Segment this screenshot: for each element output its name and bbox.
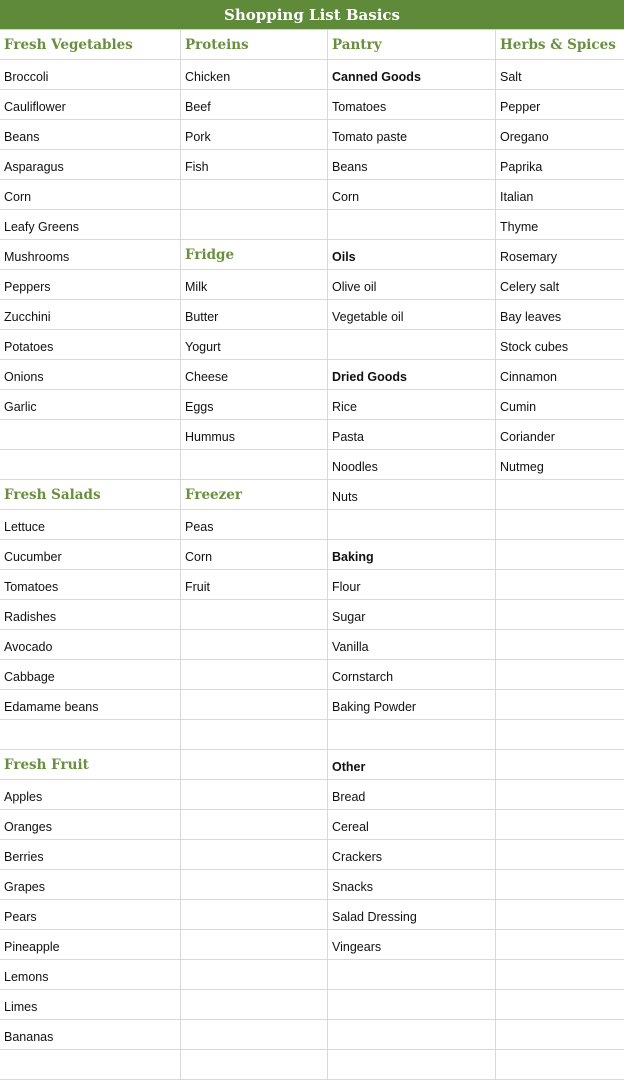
list-item[interactable]: Salt: [500, 70, 522, 84]
list-item[interactable]: [181, 780, 328, 809]
table-row: [0, 360, 624, 390]
list-item[interactable]: Cauliflower: [0, 90, 181, 119]
list-item[interactable]: Thyme: [500, 220, 539, 234]
list-item[interactable]: Vegetable oil: [328, 300, 496, 329]
list-item[interactable]: [181, 210, 328, 239]
list-item[interactable]: Cheese: [181, 360, 328, 389]
list-item[interactable]: Leafy Greens: [0, 210, 181, 239]
list-item[interactable]: [181, 690, 328, 719]
table-row: [0, 300, 624, 330]
list-item[interactable]: Zucchini: [0, 300, 181, 329]
list-item[interactable]: [496, 1050, 624, 1079]
table-row: [0, 840, 624, 870]
list-item[interactable]: Grapes: [0, 870, 181, 899]
list-item[interactable]: Pineapple: [0, 930, 181, 959]
list-item[interactable]: Cereal: [328, 810, 496, 839]
list-item[interactable]: [181, 660, 328, 689]
list-item[interactable]: Yogurt: [181, 330, 328, 359]
list-item[interactable]: Corn: [0, 180, 181, 209]
list-item[interactable]: [496, 540, 624, 569]
table-row: [0, 1050, 624, 1080]
table-row: [0, 930, 624, 960]
table-row: [0, 180, 624, 210]
list-item[interactable]: Butter: [181, 300, 328, 329]
category-header[interactable]: Pantry: [328, 30, 496, 59]
list-item[interactable]: [496, 480, 624, 509]
list-item[interactable]: [0, 450, 181, 479]
table-row: [0, 420, 624, 450]
table-row: [0, 570, 624, 600]
list-item[interactable]: Limes: [0, 990, 181, 1019]
list-item[interactable]: Crackers: [328, 840, 496, 869]
list-item[interactable]: [181, 750, 328, 779]
table-row: [0, 480, 624, 510]
category-header[interactable]: Fridge: [181, 240, 328, 269]
table-row: [0, 690, 624, 720]
table-row: [0, 870, 624, 900]
list-item[interactable]: Beans: [0, 120, 181, 149]
table-row: [0, 390, 624, 420]
list-item[interactable]: Tomatoes: [0, 570, 181, 599]
category-header[interactable]: Fresh Salads: [0, 480, 181, 509]
table-row: [0, 450, 624, 480]
subcategory-label[interactable]: Canned Goods: [328, 60, 496, 89]
list-item[interactable]: Pepper: [500, 100, 541, 114]
list-item[interactable]: Sugar: [328, 600, 496, 629]
list-item[interactable]: Stock cubes: [500, 340, 569, 354]
table-row: [0, 990, 624, 1020]
list-item[interactable]: [496, 990, 624, 1019]
list-item[interactable]: [496, 510, 624, 539]
list-item[interactable]: [328, 1050, 496, 1079]
list-item[interactable]: Corn: [328, 180, 496, 209]
list-item[interactable]: Cinnamon: [500, 370, 557, 384]
list-item[interactable]: [328, 210, 496, 239]
list-item[interactable]: Tomatoes: [328, 90, 496, 119]
list-item[interactable]: Tomato paste: [328, 120, 496, 149]
list-item[interactable]: Cornstarch: [328, 660, 496, 689]
category-header[interactable]: Fresh Fruit: [0, 750, 181, 779]
list-item[interactable]: Pasta: [328, 420, 496, 449]
list-item[interactable]: Cucumber: [0, 540, 181, 569]
list-item[interactable]: Milk: [181, 270, 328, 299]
list-item[interactable]: Beef: [181, 90, 328, 119]
list-item[interactable]: Asparagus: [0, 150, 181, 179]
list-item[interactable]: Salad Dressing: [328, 900, 496, 929]
list-item[interactable]: Broccoli: [0, 60, 181, 89]
list-item[interactable]: [496, 600, 624, 629]
list-item[interactable]: [496, 840, 624, 869]
list-item[interactable]: Paprika: [500, 160, 543, 174]
list-item[interactable]: Peppers: [0, 270, 181, 299]
list-item[interactable]: [496, 660, 624, 689]
list-item[interactable]: [496, 570, 624, 599]
list-item[interactable]: [496, 750, 624, 779]
table-row: [0, 60, 624, 90]
list-item[interactable]: [181, 1020, 328, 1049]
list-item[interactable]: [496, 630, 624, 659]
table-row: [0, 330, 624, 360]
list-item[interactable]: [328, 1020, 496, 1049]
list-item[interactable]: Nutmeg: [500, 460, 544, 474]
list-item[interactable]: Cabbage: [0, 660, 181, 689]
category-header[interactable]: Proteins: [181, 30, 328, 59]
category-header[interactable]: Herbs & Spices: [500, 36, 616, 53]
list-item[interactable]: Mushrooms: [0, 240, 181, 269]
table-row: [0, 30, 624, 60]
list-item[interactable]: Cumin: [500, 400, 537, 414]
list-item[interactable]: Eggs: [181, 390, 328, 419]
category-header[interactable]: Fresh Vegetables: [0, 30, 181, 59]
table-row: [0, 1020, 624, 1050]
list-item[interactable]: [0, 720, 181, 749]
list-item[interactable]: [496, 810, 624, 839]
list-item[interactable]: Nuts: [328, 480, 496, 509]
list-item[interactable]: Bananas: [0, 1020, 181, 1049]
list-item[interactable]: Fish: [181, 150, 328, 179]
list-item[interactable]: Celery salt: [500, 280, 560, 294]
subcategory-label[interactable]: Other: [328, 750, 496, 779]
list-item[interactable]: [181, 630, 328, 659]
list-item[interactable]: [328, 960, 496, 989]
list-item[interactable]: [496, 690, 624, 719]
list-item[interactable]: Rice: [328, 390, 496, 419]
list-item[interactable]: [496, 720, 624, 749]
list-item[interactable]: Pork: [181, 120, 328, 149]
list-item[interactable]: Avocado: [0, 630, 181, 659]
table-row: [0, 750, 624, 780]
subcategory-label[interactable]: Oils: [328, 240, 496, 269]
list-item[interactable]: Lemons: [0, 960, 181, 989]
shopping-list-grid: [0, 30, 624, 1080]
list-item[interactable]: Noodles: [328, 450, 496, 479]
table-row: [0, 120, 624, 150]
list-item[interactable]: [181, 960, 328, 989]
list-item[interactable]: Oranges: [0, 810, 181, 839]
list-item[interactable]: Peas: [181, 510, 328, 539]
list-item[interactable]: [181, 900, 328, 929]
list-item[interactable]: Hummus: [181, 420, 328, 449]
table-row: [0, 270, 624, 300]
list-item[interactable]: Onions: [0, 360, 181, 389]
list-item[interactable]: Vingears: [328, 930, 496, 959]
subcategory-label[interactable]: Baking: [328, 540, 496, 569]
page-title: Shopping List Basics: [0, 0, 624, 30]
list-item[interactable]: [328, 330, 496, 359]
list-item[interactable]: Lettuce: [0, 510, 181, 539]
list-item[interactable]: [181, 600, 328, 629]
list-item[interactable]: [181, 720, 328, 749]
list-item[interactable]: Pears: [0, 900, 181, 929]
list-item[interactable]: [328, 720, 496, 749]
list-item[interactable]: [328, 990, 496, 1019]
list-item[interactable]: Fruit: [181, 570, 328, 599]
list-item[interactable]: Italian: [500, 190, 534, 204]
table-row: [0, 510, 624, 540]
subcategory-label[interactable]: Dried Goods: [328, 360, 496, 389]
table-row: [0, 150, 624, 180]
list-item[interactable]: [496, 870, 624, 899]
list-item[interactable]: Rosemary: [500, 250, 557, 264]
table-row: [0, 630, 624, 660]
list-item[interactable]: Flour: [328, 570, 496, 599]
table-row: [0, 240, 624, 270]
list-item[interactable]: Radishes: [0, 600, 181, 629]
list-item[interactable]: [181, 990, 328, 1019]
list-item[interactable]: Edamame beans: [0, 690, 181, 719]
list-item[interactable]: [0, 1050, 181, 1079]
list-item[interactable]: Apples: [0, 780, 181, 809]
list-item[interactable]: [496, 780, 624, 809]
list-item[interactable]: Bread: [328, 780, 496, 809]
list-item[interactable]: [496, 1020, 624, 1049]
table-row: [0, 210, 624, 240]
list-item[interactable]: [328, 510, 496, 539]
list-item[interactable]: [496, 900, 624, 929]
list-item[interactable]: Chicken: [181, 60, 328, 89]
table-row: [0, 90, 624, 120]
list-item[interactable]: [496, 960, 624, 989]
list-item[interactable]: Beans: [328, 150, 496, 179]
list-item[interactable]: [0, 420, 181, 449]
list-item[interactable]: Snacks: [328, 870, 496, 899]
list-item[interactable]: Coriander: [500, 430, 555, 444]
list-item[interactable]: Oregano: [500, 130, 549, 144]
list-item[interactable]: [181, 180, 328, 209]
list-item[interactable]: Vanilla: [328, 630, 496, 659]
list-item[interactable]: Potatoes: [0, 330, 181, 359]
table-row: [0, 660, 624, 690]
list-item[interactable]: Olive oil: [328, 270, 496, 299]
table-row: [0, 960, 624, 990]
table-row: [0, 900, 624, 930]
table-row: [0, 720, 624, 750]
list-item[interactable]: Corn: [181, 540, 328, 569]
list-item[interactable]: [181, 450, 328, 479]
list-item[interactable]: [181, 1050, 328, 1079]
list-item[interactable]: [181, 870, 328, 899]
list-item[interactable]: Garlic: [0, 390, 181, 419]
table-row: [0, 810, 624, 840]
list-item[interactable]: Berries: [0, 840, 181, 869]
table-row: [0, 780, 624, 810]
list-item[interactable]: [496, 930, 624, 959]
list-item[interactable]: Bay leaves: [500, 310, 562, 324]
list-item[interactable]: [181, 810, 328, 839]
list-item[interactable]: [181, 840, 328, 869]
list-item[interactable]: [181, 930, 328, 959]
category-header[interactable]: Freezer: [181, 480, 328, 509]
list-item[interactable]: Baking Powder: [328, 690, 496, 719]
table-row: [0, 600, 624, 630]
table-row: [0, 540, 624, 570]
